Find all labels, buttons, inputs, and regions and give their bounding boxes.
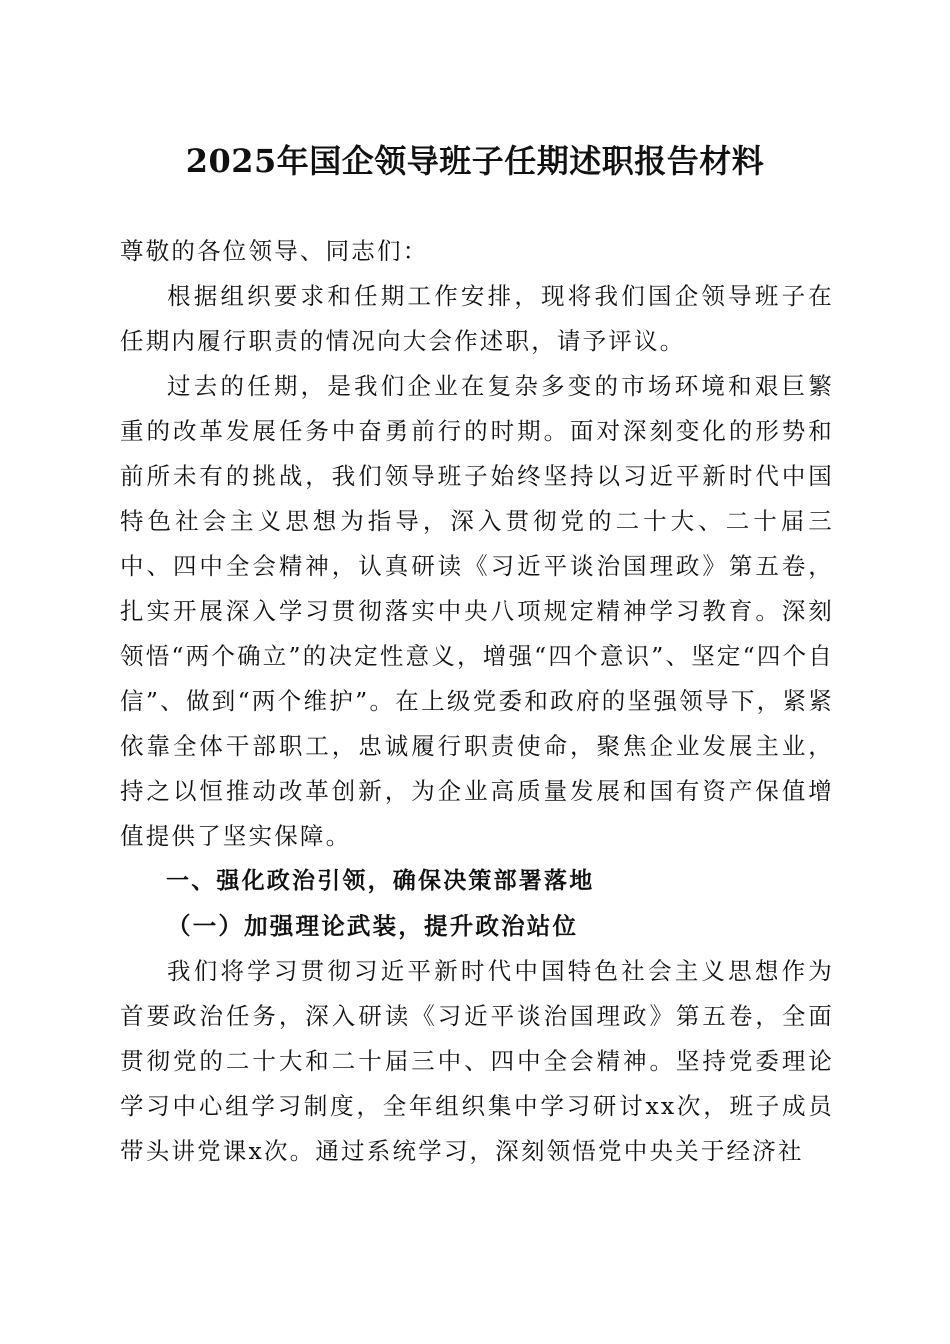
paragraph-theory: 我们将学习贯彻习近平新时代中国特色社会主义思想作为首要政治任务，深入研读《习近平谈治国理政》第五卷，全面贯彻党的二十大和二十届三中、四中全会精神。坚持党委理论学习中心组学习制度，全年组织集中学习研讨xx次，班子成员带头讲党课x次。通过系统学习，深刻领悟党中央关于经济社 <box>120 957 834 1165</box>
document-title: 2025年国企领导班子任期述职报告材料 <box>185 142 765 180</box>
paragraph-review: 过去的任期，是我们企业在复杂多变的市场环境和艰巨繁重的改革发展任务中奋勇前行的时期。面对深刻变化的形势和前所未有的挑战，我们领导班子始终坚持以习近平新时代中国特色社会主义思想为指导，深入贯彻党的二十大、二十届三中、四中全会精神，认真研读《习近平谈治国理政》第五卷，扎实开展深入学习贯彻落实中央八项规定精神学习教育。深刻领悟“两个确立”的决定性意义，增强“四个意识”、坚定“四个自信”、做到“两个维护”。在上级党委和政府的坚强领导下，紧紧依靠全体干部职工，忠诚履行职责使命，聚焦企业发展主业，持之以恒推动改革创新，为企业高质量发展和国有资产保值增值提供了坚实保障。 <box>120 372 834 850</box>
section-heading: 一、强化政治引领，确保决策部署落地 <box>166 868 595 894</box>
document-body <box>120 229 834 1174</box>
subsection-heading: （一）加强理论武装，提升政治站位 <box>167 912 579 940</box>
paragraph-intro: 根据组织要求和任期工作安排，现将我们国企领导班子在任期内履行职责的情况向大会作述职，请予评议。 <box>120 282 834 355</box>
salutation: 尊敬的各位领导、同志们： <box>120 237 429 265</box>
